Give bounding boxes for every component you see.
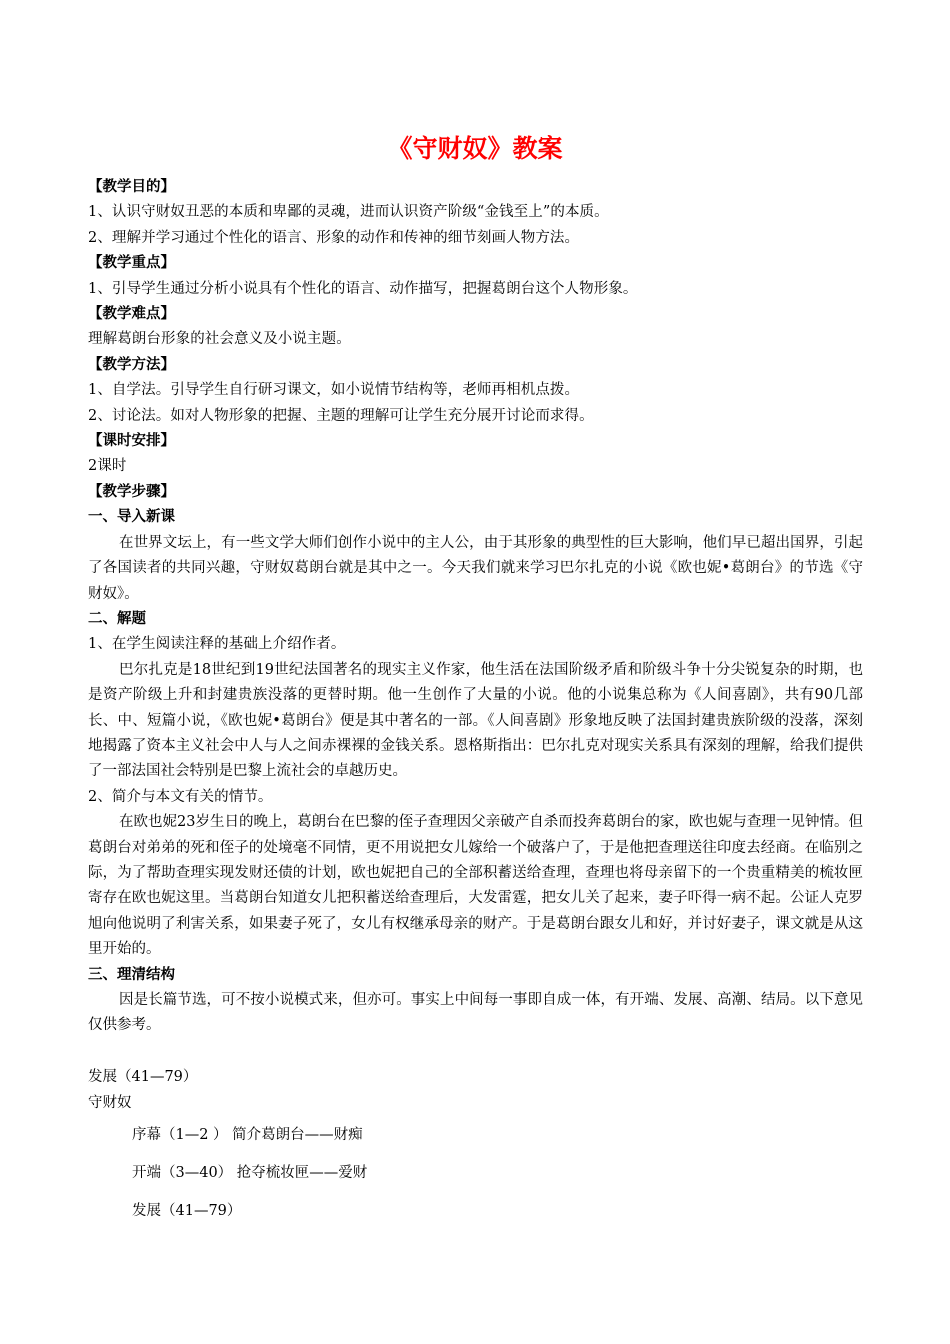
section-heading-objectives: 【教学目的】 [88,179,175,195]
plot-paragraph: 在欧也妮23岁生日的晚上，葛朗台在巴黎的侄子查理因父亲破产自杀而投奔葛朗台的家，欧也妮与查理一见钟情。但葛朗台对弟弟的死和侄子的处境毫不同情，更不用说把女儿嫁给一个破落户了，于是他把查理送往印度去经商。在临别之际，为了帮助查理实现发财还债的计划，欧也妮把自己的全部积蓄送给查理，查理也将母亲留下的一个贵重精美的梳妆匣寄存在欧也妮这里。当葛朗台知道女儿把积蓄送给查理后，大发雷霆，把女儿关了起来，妻子吓得一病不起。公证人克罗旭向他说明了利害关系，如果妻子死了，女儿有权继承母亲的财产。于是葛朗台跟女儿和好，并讨好妻子，课文就是从这里开始的。 [88,814,863,958]
difficulty-item: 理解葛朗台形象的社会意义及小说主题。 [88,331,351,348]
part-heading-title-explanation: 二、解题 [88,610,146,627]
outline-top-label: 发展（41—79） [88,1068,198,1085]
document-body [88,175,863,1236]
part-heading-structure: 三、理清结构 [88,966,175,983]
section-heading-key-points: 【教学重点】 [88,255,175,272]
outline-root: 守财奴 [88,1094,132,1111]
schedule-item: 2课时 [88,458,127,475]
section-heading-difficulties: 【教学难点】 [88,306,175,323]
explanation-item: 2、简介与本文有关的情节。 [88,788,273,805]
part-heading-intro: 一、导入新课 [88,509,175,526]
section-heading-methods: 【教学方法】 [88,356,175,373]
section-heading-steps: 【教学步骤】 [88,483,175,500]
method-item: 2、讨论法。如对人物形象的把握、主题的理解可让学生充分展开讨论而求得。 [88,407,594,424]
objective-item: 1、认识守财奴丑恶的本质和卑鄙的灵魂，进而认识资产阶级“金钱至上”的本质。 [88,204,609,221]
page-title: 《守财奴》教案 [387,134,563,163]
explanation-item: 1、在学生阅读注释的基础上介绍作者。 [88,636,346,653]
method-item: 1、自学法。引导学生自行研习课文，如小说情节结构等，老师再相机点拨。 [88,382,580,399]
outline-item: 开端（3—40） 抢夺梳妆匣——爱财 [132,1164,368,1181]
intro-paragraph: 在世界文坛上，有一些文学大师们创作小说中的主人公，由于其形象的典型性的巨大影响，他们早已超出国界，引起了各国读者的共同兴趣，守财奴葛朗台就是其中之一。今天我们就来学习巴尔扎克的小说《欧也妮•葛朗台》的节选《守财奴》。 [88,534,863,602]
outline-item: 序幕（1—2 ） 简介葛朗台——财痴 [132,1126,363,1143]
structure-paragraph: 因是长篇节选，可不按小说模式来，但亦可。事实上中间每一事即自成一体，有开端、发展、高潮、结局。以下意见仅供参考。 [88,992,863,1034]
blank-line [88,1039,863,1064]
section-heading-schedule: 【课时安排】 [88,433,175,450]
author-paragraph: 巴尔扎克是18世纪到19世纪法国著名的现实主义作家，他生活在法国阶级矛盾和阶级斗争十分尖锐复杂的时期，也是资产阶级上升和封建贵族没落的更替时期。他一生创作了大量的小说。他的小说集总称为《人间喜剧》，共有90几部长、中、短篇小说，《欧也妮•葛朗台》便是其中著名的一部。《人间喜剧》形象地反映了法国封建贵族阶级的没落，深刻地揭露了资本主义社会中人与人之间赤裸裸的金钱关系。恩格斯指出：巴尔扎克对现实关系具有深刻的理解，给我们提供了一部法国社会特别是巴黎上流社会的卓越历史。 [88,661,863,780]
outline-item: 发展（41—79） [132,1202,242,1219]
key-point-item: 1、引导学生通过分析小说具有个性化的语言、动作描写，把握葛朗台这个人物形象。 [88,280,638,297]
objective-item: 2、理解并学习通过个性化的语言、形象的动作和传神的细节刻画人物方法。 [88,229,580,246]
